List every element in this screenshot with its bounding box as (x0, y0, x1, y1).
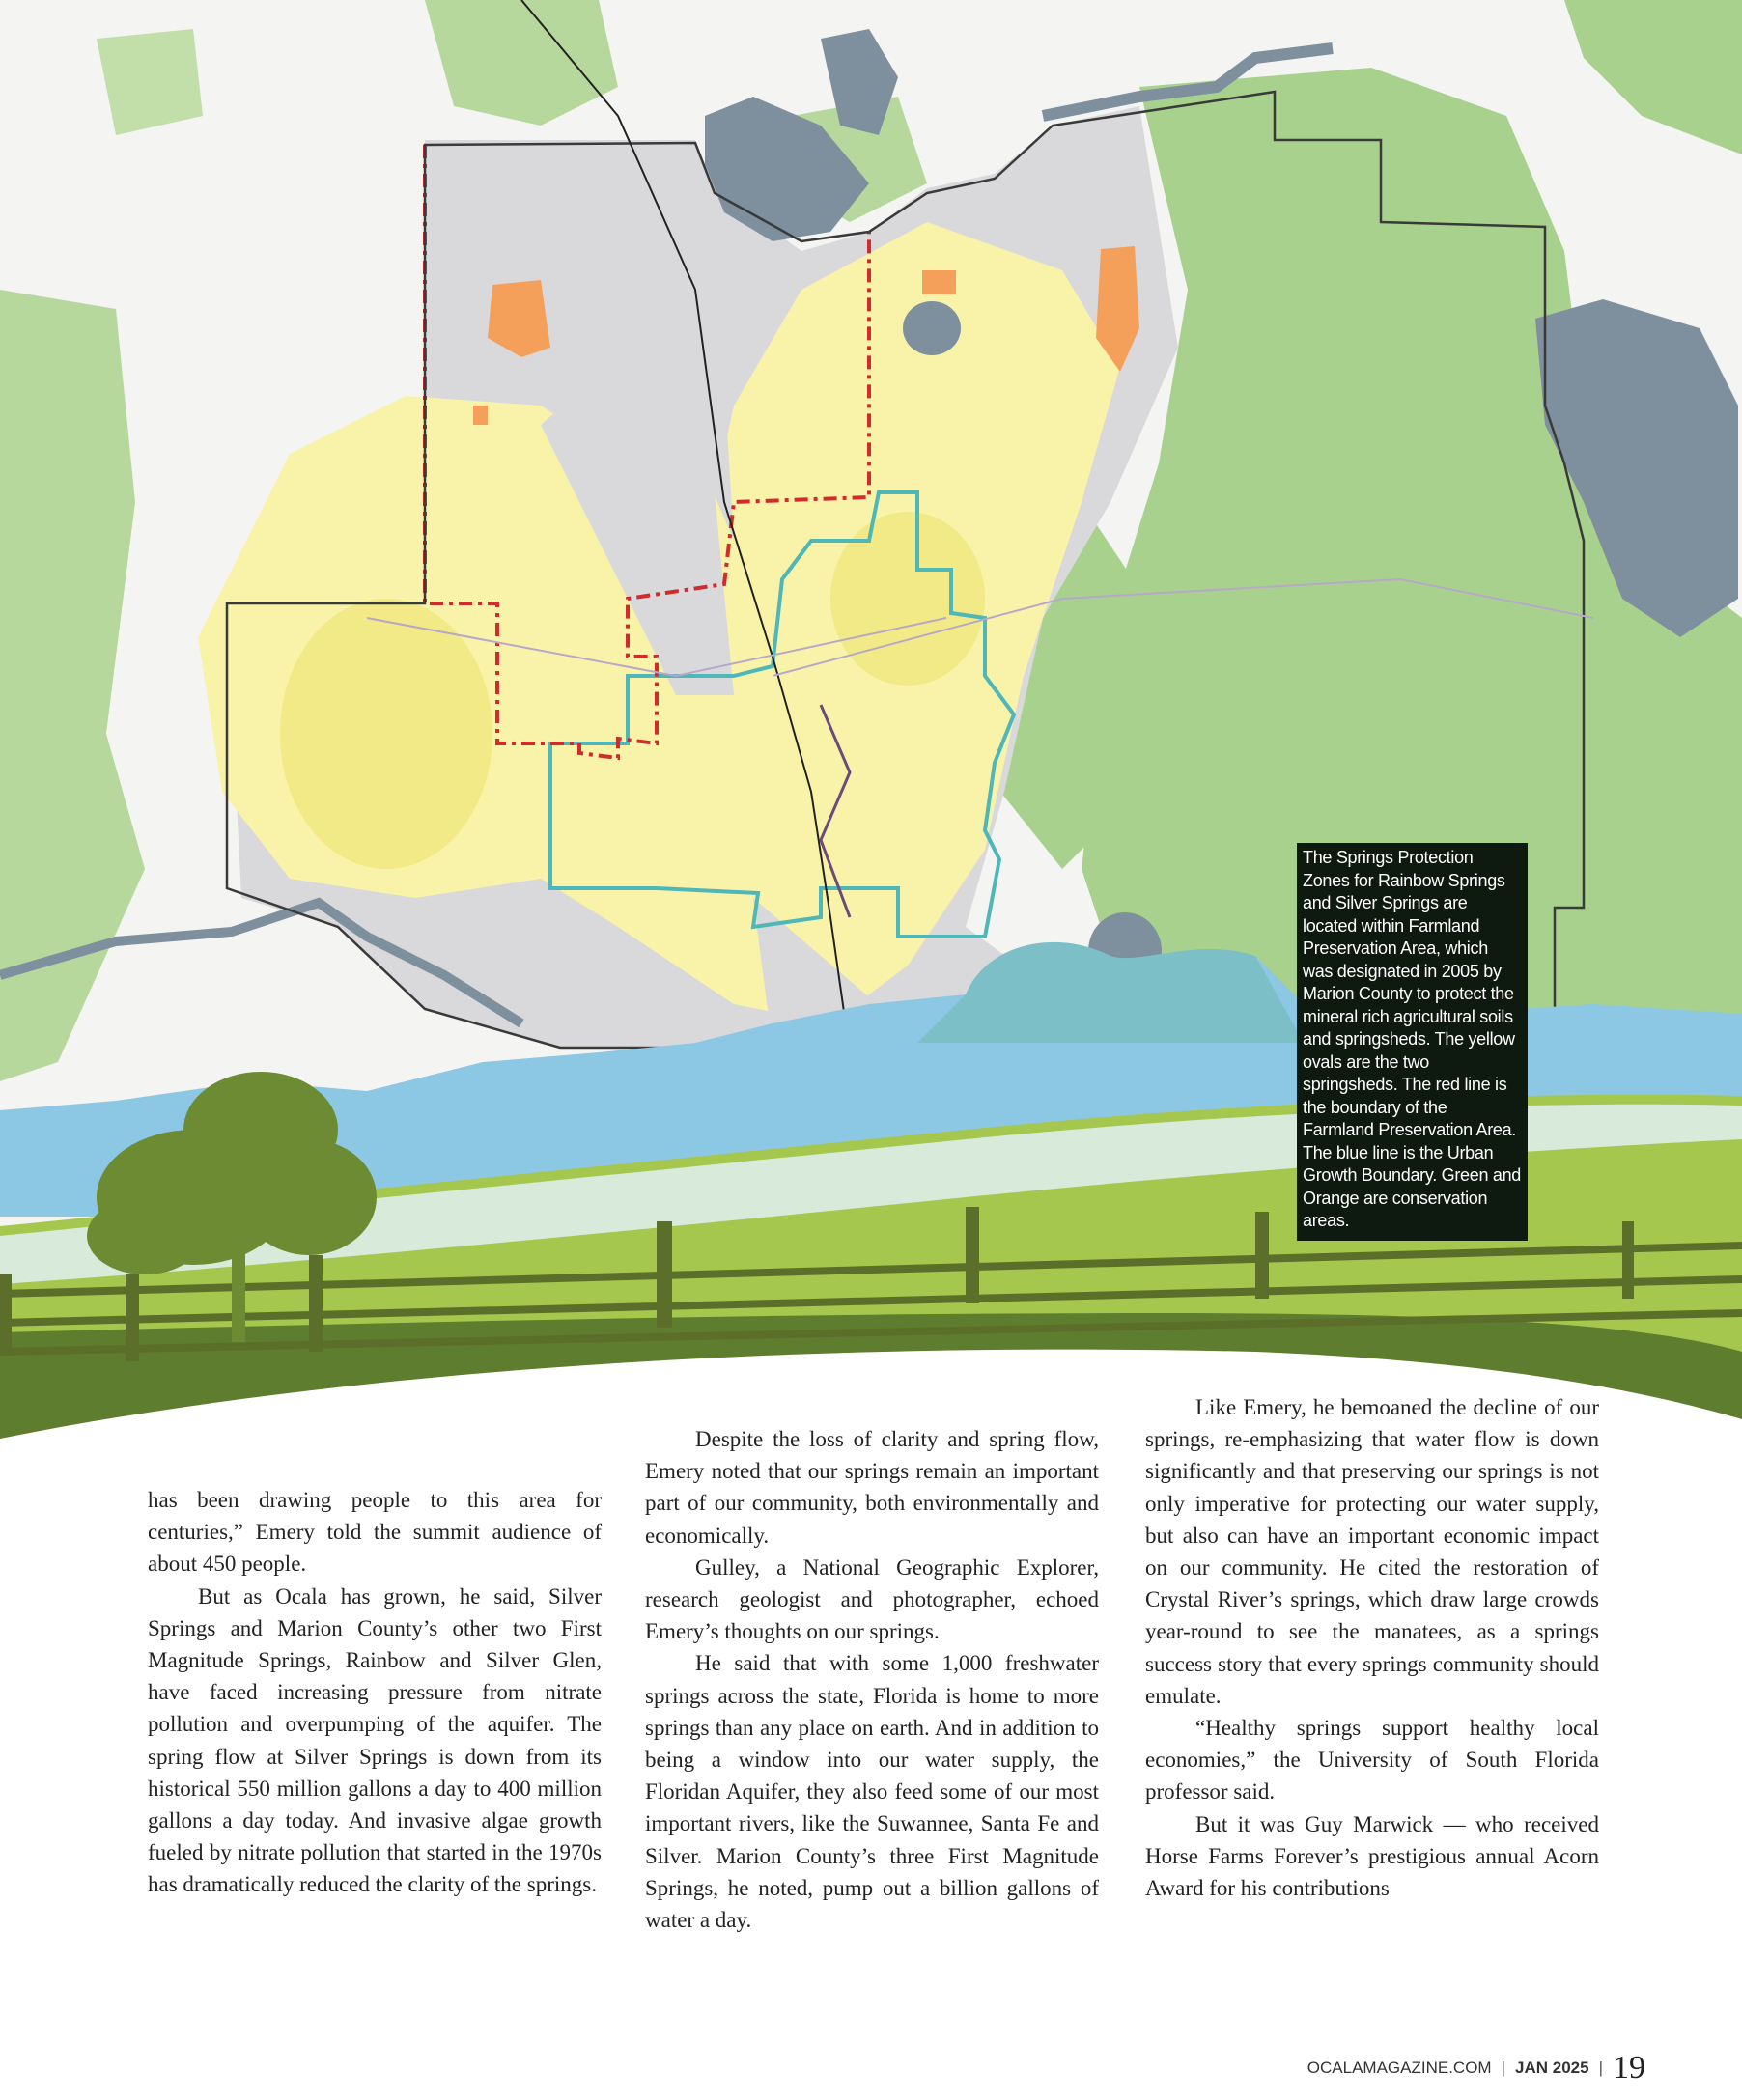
page-footer (1307, 2050, 1645, 2086)
issue-date: JAN 2025 (1515, 2058, 1589, 2077)
paragraph: has been drawing people to this area for centuries,” Emery told the summit audience of about 450 people. (148, 1488, 602, 1577)
paragraph: But as Ocala has grown, he said, Silver Springs and Marion County’s other two First Magnitude Springs, Rainbow and Silver Glen, have faced increasing pressure from nitrate pollution and overpumping of the aquifer. The spring flow at Silver Springs is down from its historical 550 million gallons a day to 400 million gallons a day today. And invasive algae growth fueled by nitrate pollution that started in the 1970s has dramatically reduced the clarity of the springs. (148, 1583, 602, 1897)
orange-conservation-area (922, 270, 956, 294)
springshed-core (280, 599, 492, 869)
paragraph: But it was Guy Marwick — who received Horse Farms Forever’s prestigious annual Acorn Award for his contributions (1145, 1811, 1599, 1901)
page-number: 19 (1613, 2050, 1645, 2086)
article-column-2 (645, 1423, 1099, 1936)
paragraph: Despite the loss of clarity and spring flow, Emery noted that our springs remain an important part of our community, both environmentally and economically. (645, 1427, 1099, 1548)
footer-separator: | (1501, 2058, 1506, 2077)
water-lake (903, 301, 961, 355)
paragraph: Like Emery, he bemoaned the decline of our springs, re-emphasizing that water flow is down significantly and that preserving our springs is not only imperative for protecting our water supply, but also can have an important economic impact on our community. He cited the restoration of Crystal River’s springs, which draw large crowds year-round to see the manatees, as a springs success story that every springs community should emulate. (1145, 1395, 1599, 1708)
article-column-3 (1145, 1391, 1599, 1904)
orange-conservation-area (473, 406, 488, 425)
paragraph: “Healthy springs support healthy local economies,” the University of South Florida professor said. (1145, 1716, 1599, 1805)
magazine-site: OCALAMAGAZINE.COM (1306, 2058, 1492, 2077)
article-column-1 (148, 1484, 602, 1901)
footer-separator: | (1598, 2058, 1603, 2077)
paragraph: Gulley, a National Geographic Explorer, research geologist and photographer, echoed Emery’s thoughts on our springs. (645, 1554, 1099, 1644)
paragraph: He said that with some 1,000 freshwater springs across the state, Florida is home to more springs than any place on earth. And in addition to being a window into our water supply, the Floridan Aquifer, they also feed some of our most important rivers, like the Suwannee, Santa Fe and Silver. Marion County’s three First Magnitude Springs, he noted, pump out a billion gallons of water a day. (645, 1651, 1099, 1933)
map-caption: The Springs Protection Zones for Rainbow Springs and Silver Springs are located within Farmland Preservation Area, which was designated in 2005 by Marion County to protect the mineral rich agricultural soils and springsheds. The yellow ovals are the two springsheds. The red line is the boundary of the Farmland Preservation Area. The blue line is the Urban Growth Boundary. Green and Orange are conservation areas. (1297, 843, 1528, 1241)
springshed-core (830, 512, 985, 686)
